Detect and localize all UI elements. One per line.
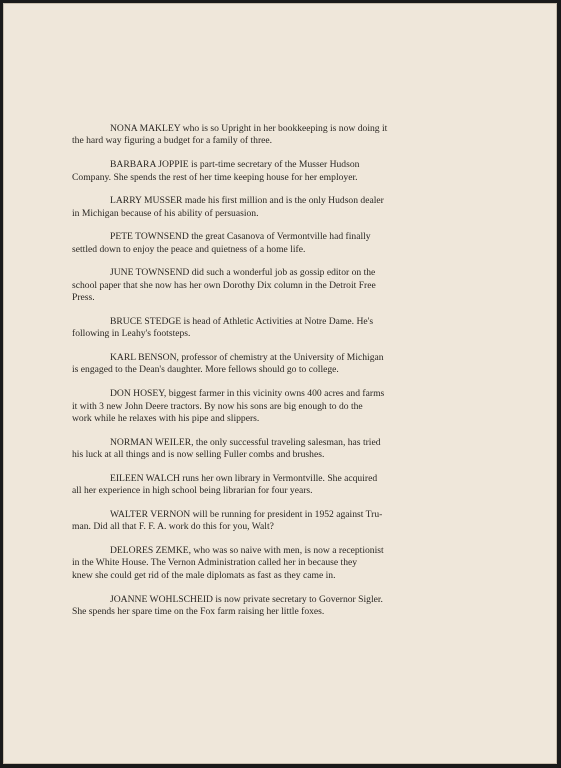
paragraph-line: is engaged to the Dean's daughter. More fellows should go to college. [72,364,339,376]
paragraph [72,123,490,148]
paragraph-line: following in Leahy's footsteps. [72,328,191,340]
paragraph [72,267,490,304]
paragraph-line: knew she could get rid of the male diplomats as fast as they came in. [72,569,336,581]
paragraph [72,437,490,462]
document-page [3,3,557,764]
paragraph-line: in the White House. The Vernon Administration called her in because they [72,557,358,569]
paragraph-line: school paper that she now has her own Dorothy Dix column in the Detroit Free [72,279,376,291]
paragraph [72,316,490,341]
paragraph-line: Company. She spends the rest of her time keeping house for her employer. [72,171,358,183]
paragraph-line: the hard way figuring a budget for a family of three. [72,135,273,147]
paragraph-line: She spends her spare time on the Fox farm raising her little foxes. [72,605,325,617]
paragraph [72,473,490,498]
paragraph-line: NONA MAKLEY who is so Upright in her bookkeeping is now doing it [110,123,388,134]
paragraph-line: in Michigan because of his ability of persuasion. [72,207,259,219]
paragraph [72,352,490,377]
document-body [72,123,490,630]
paragraph [72,159,490,184]
paragraph [72,545,490,582]
paragraph [72,594,490,619]
paragraph [72,509,490,534]
paragraph-line: JUNE TOWNSEND did such a wonderful job as gossip editor on the [110,267,376,279]
paragraph-line: it with 3 new John Deere tractors. By now his sons are big enough to do the [72,400,363,412]
paragraph-line: NORMAN WEILER, the only successful traveling salesman, has tried [110,436,381,448]
paragraph-line: settled down to enjoy the peace and quietness of a home life. [72,243,306,255]
paragraph-line: KARL BENSON, professor of chemistry at the University of Michigan [110,352,384,364]
paragraph [72,195,490,220]
paragraph-line: EILEEN WALCH runs her own library in Vermontville. She acquired [110,472,378,484]
paragraph-line: DELORES ZEMKE, who was so naive with men, is now a receptionist [110,545,384,557]
paragraph-line: his luck at all things and is now selling Fuller combs and brushes. [72,449,325,461]
paragraph-line: all her experience in high school being librarian for four years. [72,485,313,497]
paragraph-line: man. Did all that F. F. A. work do this for you, Walt? [72,521,274,533]
paragraph-line: DON HOSEY, biggest farmer in this vicinity owns 400 acres and farms [110,388,385,400]
paragraph-line: PETE TOWNSEND the great Casanova of Vermontville had finally [110,231,371,243]
paragraph-line: BARBARA JOPPIE is part-time secretary of the Musser Hudson [110,159,360,171]
paragraph [72,388,490,425]
paragraph-line: Press. [72,292,95,304]
paragraph [72,231,490,256]
paragraph-line: BRUCE STEDGE is head of Athletic Activities at Notre Dame. He's [110,315,374,327]
paragraph-line: WALTER VERNON will be running for president in 1952 against Tru- [110,508,383,520]
paragraph-line: LARRY MUSSER made his first million and is the only Hudson dealer [110,195,384,207]
paragraph-line: JOANNE WOHLSCHEID is now private secretary to Governor Sigler. [110,593,383,605]
paragraph-line: work while he relaxes with his pipe and slippers. [72,412,260,424]
